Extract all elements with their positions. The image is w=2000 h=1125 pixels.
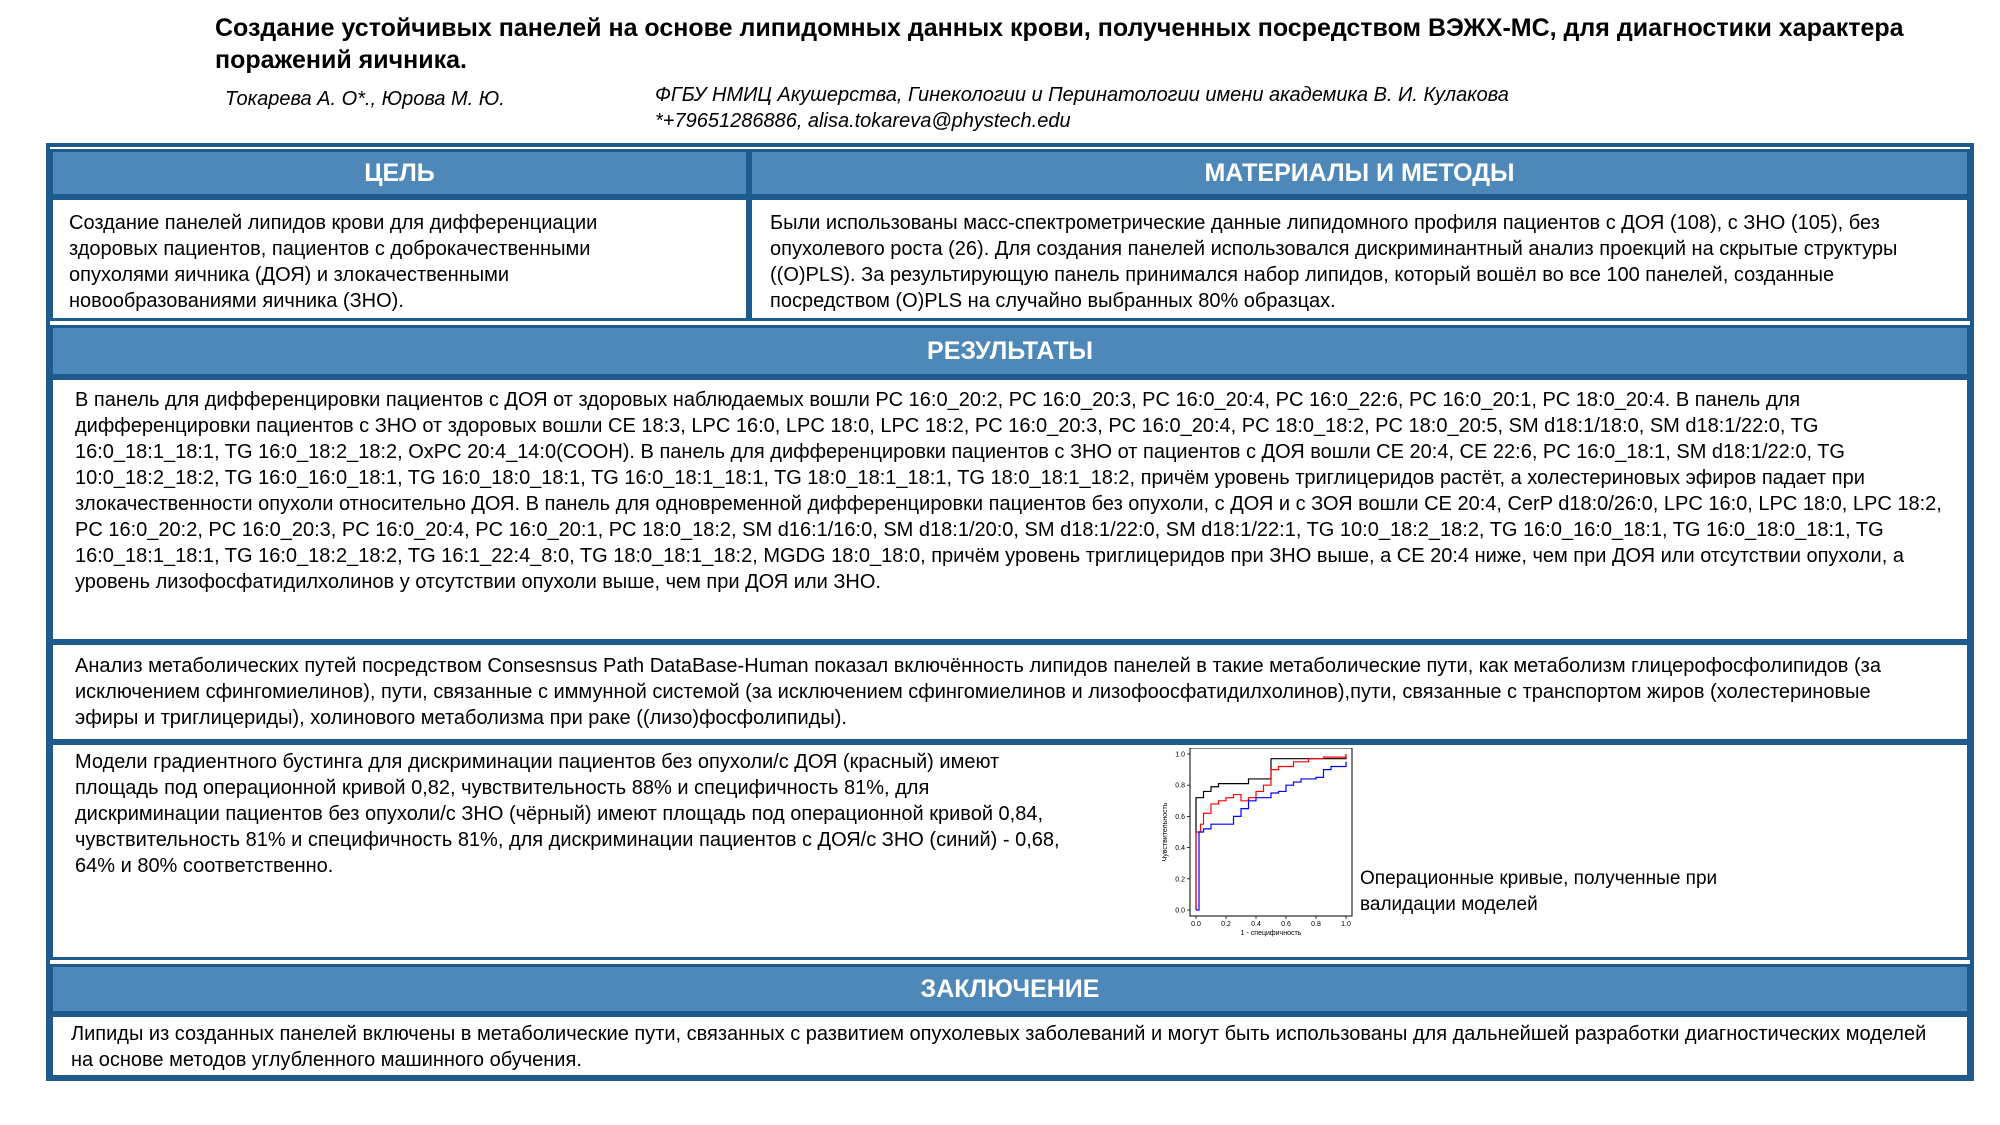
goal-heading-text: ЦЕЛЬ [364,159,435,187]
methods-text: Были использованы масс-спектрометрические данные липидомного профиля пациентов с ДОЯ (108), с ЗНО (105), без опухолевого роста (26). Для создания панелей использовался дискриминантный анализ проекций на скрытые структуры ((О)PLS). За результирующую панель принимался набор липидов, который вошёл во все 100 панелей, созданные посредством (О)PLS на случайно выбранных 80% образцах. [770,212,1898,312]
conclusion-text: Липиды из созданных панелей включены в метаболические пути, связанных с развитием опухолевых заболеваний и могут быть использованы для дальнейшей разработки диагностических моделей на основе методов углубленного машинного обучения. [71,1023,1927,1071]
y-tick-label: 0.6 [1175,813,1185,821]
y-tick-label: 0.2 [1175,876,1185,884]
x-tick-label: 0.2 [1221,921,1231,928]
affiliation-block [655,82,1509,134]
x-tick-label: 0.8 [1311,921,1321,928]
goal-box [50,197,749,321]
results-pathways-text: Анализ метаболических путей посредством Consesnsus Path DataBase-Human показал включённость липидов панелей в такие метаболические пути, как метаболизм глицерофосфолипидов (за исключением сфингомиелинов), пути, связанные с иммунной системой (за исключением сфингомиелинов и лизофоосфатидилхолинов),пути, связанные с транспортом жиров (холестериновые эфиры и триглицериды), холинового метаболизма при раке ((лизо)фосфолипиды). [75,655,1881,729]
x-axis-label: 1 - специфичность [1240,930,1302,937]
x-tick-label: 0.0 [1191,921,1201,928]
methods-heading [749,149,1970,197]
contact: *+79651286886, alisa.tokareva@phystech.edu [655,110,1071,132]
y-tick-label: 1.0 [1175,751,1185,759]
conclusion-heading [50,964,1970,1014]
figure-caption: Операционные кривые, полученные при валидации моделей [1360,868,1718,915]
y-axis-label: Чувствительность [1162,802,1169,862]
results-panels-box [50,377,1970,642]
authors: Токарева А. О*., Юрова М. Ю. [225,88,505,110]
affiliation: ФГБУ НМИЦ Акушерства, Гинекологии и Перинатологии имени академика В. И. Кулакова [655,84,1509,106]
methods-heading-text: МАТЕРИАЛЫ И МЕТОДЫ [1204,159,1515,187]
y-tick-label: 0.8 [1175,782,1185,790]
results-panels-text: В панель для дифференцировки пациентов с ДОЯ от здоровых наблюдаемых вошли PC 16:0_20:2, PC 16:0_20:3, PC 16:0_20:4, PC 16:0_22:6, PC 16:0_20:1, PC 18:0_20:4. В панель для дифференцировки пациентов с ЗНО от здоровых вошли CE 18:3, LPC 16:0, LPC 18:0, LPC 18:2, PC 16:0_20:3, PC 16:0_20:4, PC 18:0_18:2, PC 18:0_20:5, SM d18:1/18:0, SM d18:1/22:0, TG 16:0_18:1_18:1, TG 16:0_18:2_18:2, OxPC 20:4_14:0(COOH). В панель для дифференцировки пациентов с ЗНО от пациентов с ДОЯ вошли CE 20:4, CE 22:6, PC 16:0_18:1, SM d18:1/22:0, TG 10:0_18:2_18:2, TG 16:0_16:0_18:1, TG 16:0_18:0_18:1, TG 16:0_18:1_18:1, TG 18:0_18:1_18:1, TG 18:0_18:1_18:2, причём уровень триглицеридов растёт, а холестериновых эфиров падает при злокачественности опухоли относительно ДОЯ. В панель для одновременной дифференцировки пациентов без опухоли, с ДОЯ и с ЗОЯ вошли CE 20:4, CerP d18:0/26:0, LPC 16:0, LPC 18:0, LPC 18:2, PC 16:0_20:2, PC 16:0_20:3, PC 16:0_20:4, PC 16:0_20:1, PC 18:0_18:2, SM d16:1/16:0, SM d18:1/20:0, SM d18:1/22:0, SM d18:1/22:1, TG 10:0_18:2_18:2, TG 16:0_16:0_18:1, TG 16:0_18:0_18:1, TG 16:0_18:1_18:1, TG 16:0_18:2_18:2, TG 16:1_22:4_8:0, TG 18:0_18:1_18:2, MGDG 18:0_18:0, причём уровень триглицеридов при ЗНО выше, а CE 20:4 ниже, чем при ДОЯ или отсутствии опухоли, а уровень лизофосфатидилхолинов у отсутствии опухоли выше, чем при ДОЯ или ЗНО. [75,389,1942,593]
results-models-box [50,742,1970,960]
goal-heading [50,149,749,197]
roc-chart [1160,748,1360,938]
x-tick-label: 0.4 [1251,921,1261,928]
methods-box [749,197,1970,321]
poster-title: Создание устойчивых панелей на основе липидомных данных крови, полученных посредством ВЭЖХ-МС, для диагностики характера поражений яичника. [215,14,1904,74]
y-tick-label: 0.4 [1175,845,1185,853]
results-pathways-box [50,642,1970,742]
y-tick-label: 0.0 [1175,907,1185,915]
x-tick-label: 0.6 [1281,921,1291,928]
conclusion-heading-text: ЗАКЛЮЧЕНИЕ [920,975,1100,1003]
goal-text: Создание панелей липидов крови для дифференциации здоровых пациентов, пациентов с доброкачественными опухолями яичника (ДОЯ) и злокачественными новообразованиями яичника (ЗНО). [69,212,598,312]
results-heading [50,325,1970,377]
results-models-text: Модели градиентного бустинга для дискриминации пациентов без опухоли/с ДОЯ (красный) имеют площадь под операционной кривой 0,82, чувствительность 88% и специфичность 81%, для дискриминации пациентов без опухоли/с ЗНО (чёрный) имеют площадь под операционной кривой 0,84, чувствительность 81% и специфичность 81%, для дискриминации пациентов с ДОЯ/с ЗНО (синий) - 0,68, 64% и 80% соответственно. [75,751,1060,877]
x-tick-label: 1.0 [1341,921,1351,928]
conclusion-box [50,1014,1970,1078]
results-heading-text: РЕЗУЛЬТАТЫ [927,337,1093,365]
